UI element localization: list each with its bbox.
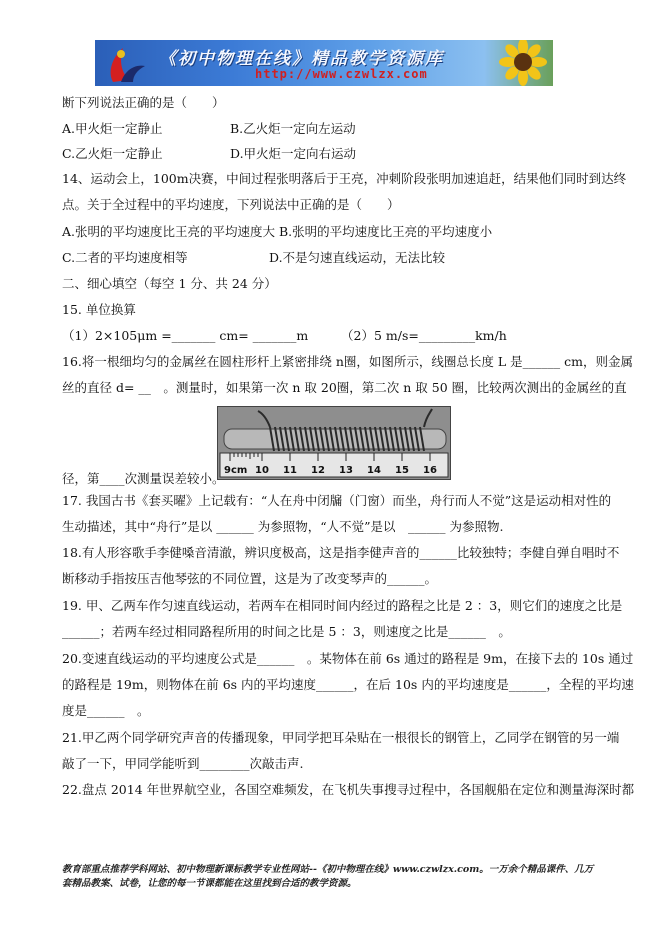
header-banner <box>95 40 553 86</box>
logo-icon <box>99 42 147 84</box>
question-15-items: （1）2×105μm =_______ cm= _______m （2）5 m/s=_________km/h <box>62 328 507 343</box>
ruler-tick-label: 12 <box>311 465 325 476</box>
question-21-line-1: 21.甲乙两个同学研究声音的传播现象，甲同学把耳朵贴在一根很长的钢管上，乙同学在钢管的另一端 <box>62 730 620 745</box>
ruler-tick-label: 14 <box>367 465 381 476</box>
ruler-tick-label: 15 <box>395 465 409 476</box>
section-heading: 二、细心填空（每空 1 分、共 24 分） <box>62 276 277 291</box>
ruler-tick-label: 13 <box>339 465 353 476</box>
question-14-line-1: 14、运动会上，100m决赛，中间过程张明落后于王亮，冲刺阶段张明加速追赶，结果他们同时到达终 <box>62 171 627 186</box>
question-18-line-2: 断移动手指按压吉他琴弦的不同位置，这是为了改变琴声的______。 <box>62 571 438 586</box>
page-footer: 教育部重点推荐学科网站、初中物理新课标教学专业性网站--《初中物理在线》www.czwlzx.com。一万余个精品课件、几万套精品教案、试卷，让您的每一节课都能在这里找到合适的教学资源。 <box>62 864 594 889</box>
banner-url[interactable]: http://www.czwlzx.com <box>255 67 428 81</box>
question-16-line-2: 丝的直径 d= __ 。测量时，如果第一次 n 取 20圈，第二次 n 取 50 圈，比较两次测出的金属丝的直 <box>62 380 627 395</box>
question-17-line-1: 17. 我国古书《套买曜》上记载有：“人在舟中闭牖（门窗）而坐，舟行而人不觉”这是运动相对性的 <box>62 493 612 508</box>
text-line-1: 断下列说法正确的是（ ） <box>62 95 225 110</box>
banner-title: 《初中物理在线》精品教学资源库 <box>159 49 444 69</box>
question-22-line-1: 22.盘点 2014 年世界航空业，各国空难频发，在飞机失事搜寻过程中，各国舰船在定位和测量海深时都 <box>62 782 635 797</box>
ruler-tick-label: 9cm <box>224 465 248 476</box>
question-16-line-3: 径，第____次测量误差较小。 <box>62 471 225 486</box>
question-21-line-2: 敲了一下，甲同学能听到________次敲击声. <box>62 756 304 771</box>
option-line-ab: A.甲火炬一定静止 B.乙火炬一定向左运动 <box>62 121 356 136</box>
question-19-line-2: ______；若两车经过相同路程所用的时间之比是 5 ：3，则速度之比是______ 。 <box>62 624 511 639</box>
question-16-line-1: 16.将一根细均匀的金属丝在圆柱形杆上紧密排绕 n圈，如图所示，线圈总长度 L 是______ cm，则金属 <box>62 354 633 369</box>
question-20-line-2: 的路程是 19m，则物体在前 6s 内的平均速度______，在后 10s 内的平均速度是______，全程的平均速 <box>62 677 634 692</box>
question-20-line-3: 度是______ 。 <box>62 703 150 718</box>
coil-ruler-figure <box>217 406 451 480</box>
ruler-tick-label: 11 <box>283 465 297 476</box>
option-line-cd: C.乙火炬一定静止 D.甲火炬一定向右运动 <box>62 146 357 161</box>
question-18-line-1: 18.有人形容歌手李健嗓音清澈，辨识度极高，这是指李健声音的______比较独特；李健自弹自唱时不 <box>62 545 620 560</box>
sunflower-icon <box>491 40 551 86</box>
question-17-line-2: 生动描述，其中“舟行”是以 ______ 为参照物，“人不觉”是以 ______ 为参照物. <box>62 519 504 534</box>
question-20-line-1: 20.变速直线运动的平均速度公式是______ 。某物体在前 6s 通过的路程是 9m，在接下去的 10s 通过 <box>62 651 634 666</box>
question-14-options-ab: A.张明的平均速度比王亮的平均速度大 B.张明的平均速度比王亮的平均速度小 <box>62 224 493 239</box>
ruler-tick-label: 16 <box>423 465 437 476</box>
question-14-options-cd: C.二者的平均速度相等 D.不是匀速直线运动，无法比较 <box>62 250 446 265</box>
question-15-title: 15. 单位换算 <box>62 302 136 317</box>
ruler-tick-label: 10 <box>255 465 269 476</box>
question-14-line-2: 点。关于全过程中的平均速度，下列说法中正确的是（ ） <box>62 197 400 212</box>
question-19-line-1: 19. 甲、乙两车作匀速直线运动，若两车在相同时间内经过的路程之比是 2 ：3，则它们的速度之比是 <box>62 598 623 613</box>
